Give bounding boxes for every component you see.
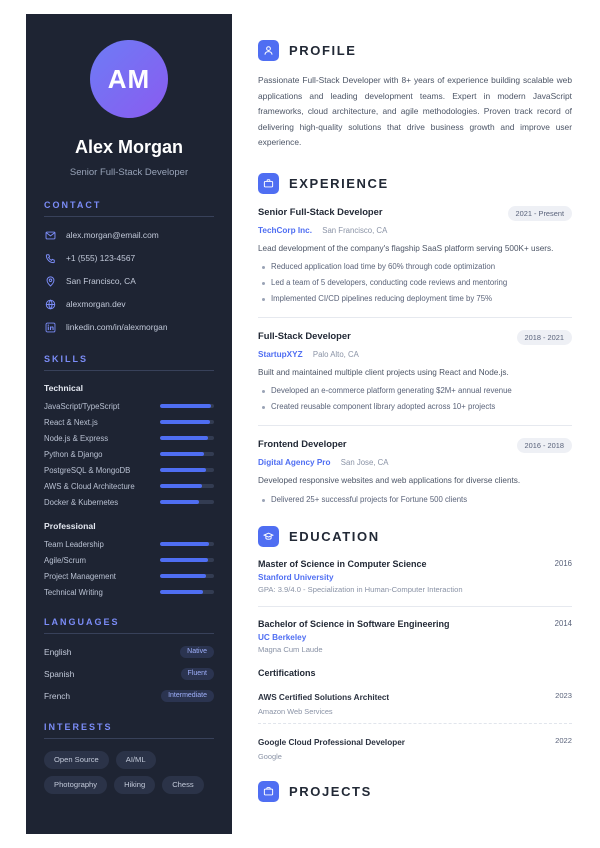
skill-label: Team Leadership bbox=[44, 539, 104, 549]
skill-bar bbox=[160, 590, 214, 594]
interests-heading: INTERESTS bbox=[44, 722, 214, 739]
interest-chip: AI/ML bbox=[116, 751, 156, 769]
job-bullet-list bbox=[260, 494, 572, 506]
skill-bar bbox=[160, 500, 214, 504]
language-level-badge: Fluent bbox=[181, 668, 214, 680]
job-date-badge: 2018 - 2021 bbox=[517, 330, 572, 345]
job-bullet: Developed an e-commerce platform generating $2M+ annual revenue bbox=[260, 385, 572, 397]
job-title: Frontend Developer bbox=[258, 438, 347, 450]
divider bbox=[258, 606, 572, 607]
divider bbox=[258, 425, 572, 426]
interests-chip-list bbox=[44, 751, 214, 794]
experience-section-header bbox=[258, 173, 572, 194]
job-date-badge: 2016 - 2018 bbox=[517, 438, 572, 453]
certification-org: Google bbox=[258, 751, 282, 761]
skills-group-title: Technical bbox=[44, 382, 84, 393]
job-bullet-list bbox=[260, 261, 572, 305]
globe-icon bbox=[44, 298, 57, 311]
job-bullet: Reduced application load time by 60% through code optimization bbox=[260, 261, 572, 273]
degree-title: Bachelor of Science in Software Engineering bbox=[258, 618, 450, 629]
skill-bar bbox=[160, 404, 214, 408]
skills-group-professional bbox=[44, 521, 214, 597]
language-level-badge: Intermediate bbox=[161, 690, 214, 702]
contact-email-text: alex.morgan@email.com bbox=[66, 230, 159, 240]
education-item bbox=[258, 619, 572, 654]
skill-row bbox=[44, 540, 214, 549]
contact-website-text: alexmorgan.dev bbox=[66, 299, 126, 309]
job-location: San Francisco, CA bbox=[322, 225, 388, 235]
experience-item bbox=[258, 206, 572, 305]
contact-item-website[interactable] bbox=[44, 298, 214, 311]
divider bbox=[258, 723, 572, 724]
language-row bbox=[44, 668, 214, 680]
skill-label: Python & Django bbox=[44, 449, 103, 459]
skill-label: JavaScript/TypeScript bbox=[44, 401, 120, 411]
contact-item-phone[interactable] bbox=[44, 252, 214, 265]
language-row bbox=[44, 646, 214, 658]
skill-label: Agile/Scrum bbox=[44, 555, 87, 565]
degree-school: UC Berkeley bbox=[258, 632, 307, 642]
contact-item-location bbox=[44, 275, 214, 288]
degree-note: Magna Cum Laude bbox=[258, 644, 323, 654]
job-description: Built and maintained multiple client projects using React and Node.js. bbox=[258, 368, 509, 378]
skill-row bbox=[44, 450, 214, 459]
skill-label: PostgreSQL & MongoDB bbox=[44, 465, 131, 475]
candidate-role: Senior Full-Stack Developer bbox=[69, 166, 189, 178]
language-level-badge: Native bbox=[180, 646, 214, 658]
job-bullet: Created reusable component library adopted across 10+ projects bbox=[260, 401, 572, 413]
divider bbox=[258, 317, 572, 318]
location-pin-icon bbox=[44, 275, 57, 288]
contact-linkedin-text: linkedin.com/in/alexmorgan bbox=[66, 322, 168, 332]
degree-year: 2014 bbox=[554, 618, 572, 628]
degree-year: 2016 bbox=[554, 558, 572, 568]
contact-location-text: San Francisco, CA bbox=[66, 276, 136, 286]
contact-heading: CONTACT bbox=[44, 200, 214, 217]
skill-row bbox=[44, 434, 214, 443]
avatar bbox=[90, 40, 168, 118]
degree-note: GPA: 3.9/4.0 - Specialization in Human-Computer Interaction bbox=[258, 584, 463, 594]
experience-title: EXPERIENCE bbox=[289, 175, 389, 191]
contact-item-email[interactable] bbox=[44, 229, 214, 242]
mail-icon bbox=[44, 229, 57, 242]
job-title: Full-Stack Developer bbox=[258, 330, 351, 342]
skill-row bbox=[44, 418, 214, 427]
language-label: English bbox=[44, 646, 72, 657]
profile-summary: Passionate Full-Stack Developer with 8+ years of experience building scalable web applications and leading development teams. Expert in modern JavaScript frameworks, cloud architecture, and agile methodologies. Proven track record of delivering high-quality solutions that drive business growth and improve user experience. bbox=[258, 75, 572, 148]
education-item bbox=[258, 559, 572, 594]
job-bullet: Led a team of 5 developers, conducting code reviews and mentoring bbox=[260, 277, 572, 289]
graduation-cap-icon bbox=[258, 526, 279, 547]
skill-row bbox=[44, 556, 214, 565]
job-bullet: Delivered 25+ successful projects for Fortune 500 clients bbox=[260, 494, 572, 506]
certification-year: 2023 bbox=[555, 690, 572, 700]
skill-bar bbox=[160, 574, 214, 578]
skill-row bbox=[44, 572, 214, 581]
skills-section bbox=[44, 354, 214, 597]
phone-icon bbox=[44, 252, 57, 265]
interests-section bbox=[44, 722, 214, 794]
profile-section bbox=[258, 40, 572, 151]
certification-name: Google Cloud Professional Developer bbox=[258, 737, 405, 747]
folder-icon bbox=[258, 781, 279, 802]
job-location: San Jose, CA bbox=[340, 458, 389, 468]
language-label: French bbox=[44, 690, 71, 701]
profile-section-header bbox=[258, 40, 572, 61]
skills-heading: SKILLS bbox=[44, 354, 214, 371]
contact-item-linkedin[interactable] bbox=[44, 321, 214, 334]
skill-row bbox=[44, 466, 214, 475]
interest-chip: Chess bbox=[162, 776, 204, 794]
language-label: Spanish bbox=[44, 668, 75, 679]
certification-org: Amazon Web Services bbox=[258, 706, 333, 716]
job-title: Senior Full-Stack Developer bbox=[258, 205, 383, 217]
skill-bar bbox=[160, 542, 214, 546]
job-company: TechCorp Inc. bbox=[258, 225, 312, 235]
education-title: EDUCATION bbox=[289, 528, 380, 544]
languages-heading: LANGUAGES bbox=[44, 617, 214, 634]
skill-bar bbox=[160, 436, 214, 440]
skill-row bbox=[44, 482, 214, 491]
job-date-badge: 2021 - Present bbox=[508, 206, 572, 221]
job-bullet-list bbox=[260, 385, 572, 413]
main-content bbox=[232, 14, 586, 834]
experience-item bbox=[258, 438, 572, 505]
language-row bbox=[44, 690, 214, 702]
user-icon bbox=[258, 40, 279, 61]
skill-bar bbox=[160, 468, 214, 472]
job-bullet: Implemented CI/CD pipelines reducing deployment time by 75% bbox=[260, 293, 572, 305]
degree-school: Stanford University bbox=[258, 572, 334, 582]
skill-bar bbox=[160, 558, 214, 562]
skills-group-technical bbox=[44, 383, 214, 507]
interest-chip: Open Source bbox=[44, 751, 109, 769]
interest-chip: Hiking bbox=[114, 776, 155, 794]
projects-section bbox=[258, 781, 572, 802]
sidebar bbox=[26, 14, 232, 834]
job-location: Palo Alto, CA bbox=[312, 350, 359, 360]
skill-row bbox=[44, 498, 214, 507]
experience-item bbox=[258, 330, 572, 413]
skill-label: Project Management bbox=[44, 571, 116, 581]
skill-label: React & Next.js bbox=[44, 417, 98, 427]
interest-chip: Photography bbox=[44, 776, 107, 794]
profile-title: PROFILE bbox=[289, 43, 357, 58]
candidate-name: Alex Morgan bbox=[74, 137, 184, 157]
job-company: Digital Agency Pro bbox=[258, 458, 331, 468]
skill-bar bbox=[160, 452, 214, 456]
skill-label: Node.js & Express bbox=[44, 433, 109, 443]
education-section bbox=[258, 526, 572, 761]
avatar-initials: AM bbox=[107, 63, 151, 94]
job-company: StartupXYZ bbox=[258, 350, 303, 360]
skill-row bbox=[44, 402, 214, 411]
projects-title: PROJECTS bbox=[289, 783, 372, 799]
skill-bar bbox=[160, 420, 214, 424]
briefcase-icon bbox=[258, 173, 279, 194]
certification-item bbox=[258, 732, 572, 761]
certifications-heading: Certifications bbox=[258, 667, 316, 678]
job-description: Lead development of the company's flagship SaaS platform serving 500K+ users. bbox=[258, 243, 554, 253]
contact-phone-text: +1 (555) 123-4567 bbox=[66, 253, 136, 263]
projects-section-header bbox=[258, 781, 572, 802]
languages-section bbox=[44, 617, 214, 702]
linkedin-icon bbox=[44, 321, 57, 334]
experience-section bbox=[258, 173, 572, 506]
contact-section bbox=[44, 200, 214, 334]
skills-group-title: Professional bbox=[44, 520, 96, 531]
skill-label: Docker & Kubernetes bbox=[44, 497, 119, 507]
certification-name: AWS Certified Solutions Architect bbox=[258, 692, 390, 702]
job-description: Developed responsive websites and web applications for diverse clients. bbox=[258, 476, 521, 486]
certification-year: 2022 bbox=[555, 735, 572, 745]
skill-label: Technical Writing bbox=[44, 587, 103, 597]
skill-bar bbox=[160, 484, 214, 488]
degree-title: Master of Science in Computer Science bbox=[258, 558, 427, 569]
skill-row bbox=[44, 588, 214, 597]
certification-item bbox=[258, 687, 572, 716]
skill-label: AWS & Cloud Architecture bbox=[44, 481, 135, 491]
education-section-header bbox=[258, 526, 572, 547]
